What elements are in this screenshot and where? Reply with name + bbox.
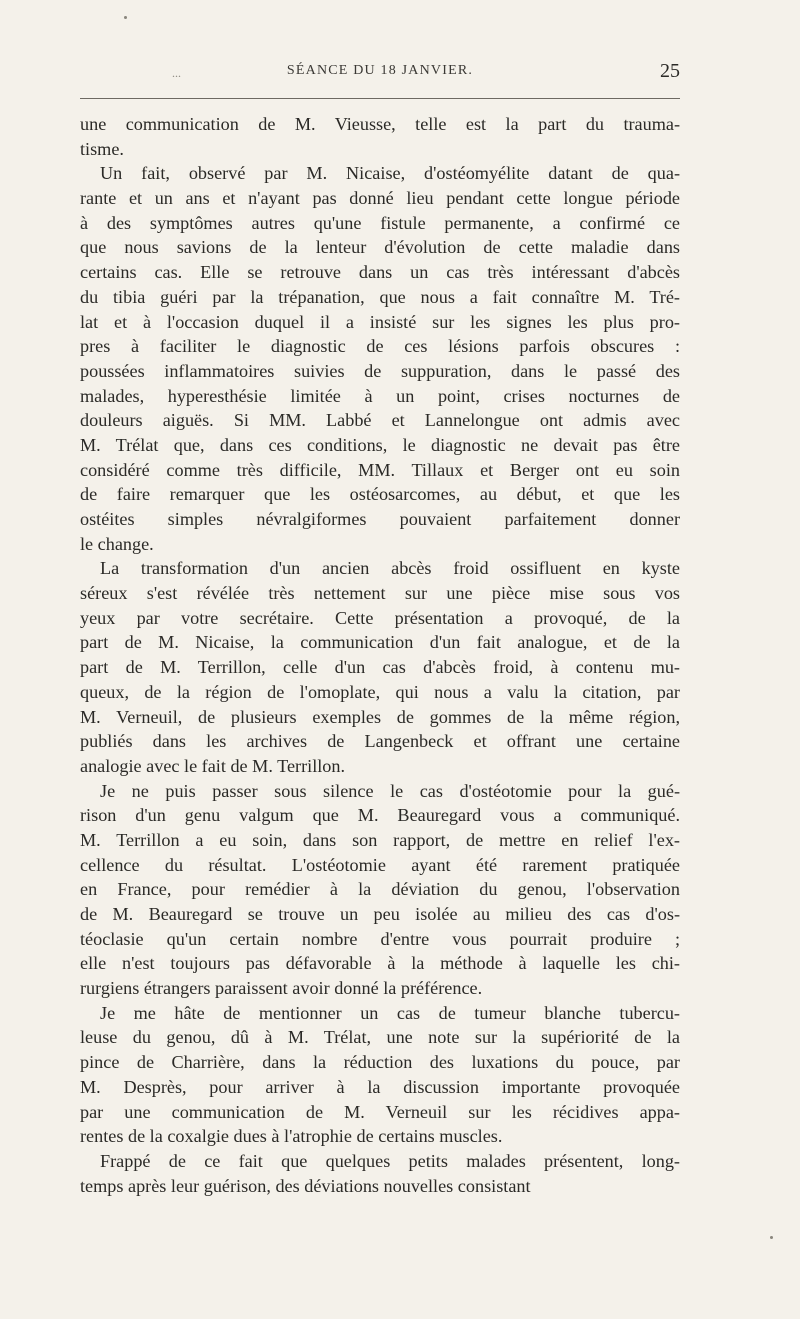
paragraph: [80, 779, 680, 1001]
text-line: Je me hâte de mentionner un cas de tumeur blanche tubercu-: [100, 1002, 680, 1023]
paper-speck: [124, 16, 127, 19]
text-line: séreux s'est révélée très nettement sur une pièce mise sous vos: [80, 583, 680, 604]
paragraph: [80, 161, 680, 556]
text-line: analogie avec le fait de M. Terrillon.: [80, 755, 346, 776]
text-line: de M. Beauregard se trouve un peu isolée au milieu des cas d'os-: [80, 904, 680, 924]
paragraph: [80, 112, 680, 161]
text-line: temps après leur guérison, des déviations nouvelles consistant: [80, 1175, 531, 1196]
text-line: certains cas. Elle se retrouve dans un cas très intéressant d'abcès: [80, 262, 680, 283]
text-line: une communication de M. Vieusse, telle est la part du trauma-: [80, 114, 680, 134]
running-header: [80, 62, 680, 86]
text-line: pres à faciliter le diagnostic de ces lésions parfois obscures :: [80, 336, 680, 357]
text-line: Frappé de ce fait que quelques petits malades présentent, long-: [100, 1150, 680, 1171]
header-mark: ...: [172, 66, 181, 80]
text-line: M. Terrillon a eu soin, dans son rapport, de mettre en relief l'ex-: [80, 829, 680, 850]
text-line: M. Desprès, pour arriver à la discussion importante provoquée: [80, 1076, 680, 1097]
text-line: pince de Charrière, dans la réduction des luxations du pouce, par: [80, 1052, 680, 1073]
paragraph: [80, 556, 680, 778]
paper-speck: [770, 1236, 773, 1239]
text-line: par une communication de M. Verneuil sur les récidives appa-: [80, 1101, 680, 1122]
page-number: 25: [660, 60, 680, 82]
text-line: le change.: [80, 533, 154, 554]
text-line: rante et un ans et n'ayant pas donné lieu pendant cette longue période: [80, 188, 680, 209]
text-line: tisme.: [80, 138, 124, 159]
text-line: considéré comme très difficile, MM. Tillaux et Berger ont eu soin: [80, 459, 680, 480]
text-line: M. Trélat que, dans ces conditions, le diagnostic ne devait pas être: [80, 434, 680, 455]
text-line: M. Verneuil, de plusieurs exemples de gommes de la même région,: [80, 706, 680, 727]
text-line: téoclasie qu'un certain nombre d'entre vous pourrait produire ;: [80, 928, 680, 949]
text-line: rurgiens étrangers paraissent avoir donné la préférence.: [80, 978, 483, 999]
text-line: Je ne puis passer sous silence le cas d'ostéotomie pour la gué-: [100, 780, 680, 801]
paragraph: [80, 1149, 680, 1198]
text-line: yeux par votre secrétaire. Cette présentation a provoqué, de la: [80, 607, 680, 628]
text-line: elle n'est toujours pas défavorable à la méthode à laquelle les chi-: [80, 953, 680, 974]
text-line: poussées inflammatoires suivies de suppuration, dans le passé des: [80, 360, 680, 381]
text-line: en France, pour remédier à la déviation du genou, l'observation: [80, 879, 680, 900]
text-line: rentes de la coxalgie dues à l'atrophie de certains muscles.: [80, 1126, 503, 1147]
text-line: rison d'un genu valgum que M. Beauregard vous a communiqué.: [80, 805, 680, 826]
header-title: SÉANCE DU 18 JANVIER.: [286, 63, 474, 78]
header-rule: [80, 98, 680, 99]
paragraph: [80, 1001, 680, 1149]
text-line: queux, de la région de l'omoplate, qui nous a valu la citation, par: [80, 681, 680, 702]
text-line: à des symptômes autres qu'une fistule permanente, a confirmé ce: [80, 212, 680, 233]
text-line: douleurs aiguës. Si MM. Labbé et Lannelongue ont admis avec: [80, 410, 680, 431]
text-line: ostéites simples névralgiformes pouvaient parfaitement donner: [80, 509, 680, 529]
text-line: part de M. Terrillon, celle d'un cas d'abcès froid, à contenu mu-: [80, 657, 680, 678]
text-line: de faire remarquer que les ostéosarcomes, au début, et que les: [80, 484, 680, 505]
text-line: leuse du genou, dû à M. Trélat, une note sur la supériorité de la: [80, 1027, 680, 1048]
text-line: Un fait, observé par M. Nicaise, d'ostéomyélite datant de qua-: [100, 163, 680, 184]
text-line: malades, hyperesthésie limitée à un point, crises nocturnes de: [80, 385, 680, 406]
body-text: [80, 112, 680, 1198]
text-line: que nous savions de la lenteur d'évolution de cette maladie dans: [80, 237, 680, 258]
text-line: cellence du résultat. L'ostéotomie ayant été rarement pratiquée: [80, 854, 680, 875]
text-line: publiés dans les archives de Langenbeck et offrant une certaine: [80, 731, 680, 752]
text-line: lat et à l'occasion duquel il a insisté sur les signes les plus pro-: [80, 311, 680, 332]
text-line: La transformation d'un ancien abcès froid ossifluent en kyste: [100, 558, 680, 579]
text-line: part de M. Nicaise, la communication d'un fait analogue, et de la: [80, 632, 680, 653]
text-line: du tibia guéri par la trépanation, que nous a fait connaître M. Tré-: [80, 286, 680, 307]
